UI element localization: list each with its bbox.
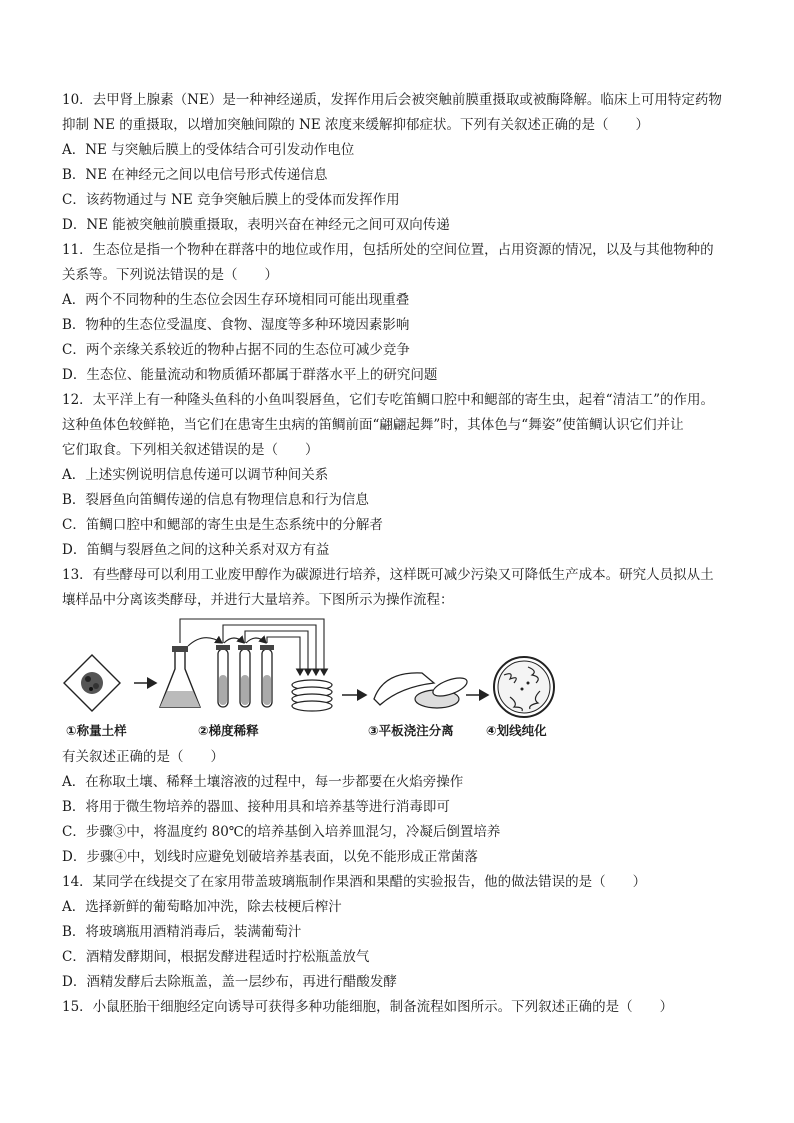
question-stem: 10．去甲肾上腺素（NE）是一种神经递质，发挥作用后会被突触前膜重摄取或被酶降解。临床上可用特定药物 (62, 92, 722, 108)
question-stem: 14．某同学在线提交了在家用带盖玻璃瓶制作果酒和果醋的实验报告，他的做法错误的是（ ） (62, 874, 647, 890)
option-a: A．在称取土壤、稀释土壤溶液的过程中，每一步都要在火焰旁操作 (62, 774, 464, 790)
question-14 (62, 870, 742, 995)
option-c: C．两个亲缘关系较近的物种占据不同的生态位可减少竞争 (62, 342, 410, 358)
option-d: D．步骤④中，划线时应避免划破培养基表面，以免不能形成正常菌落 (62, 849, 478, 865)
option-b: B．将用于微生物培养的器皿、接种用具和培养基等进行消毒即可 (62, 799, 450, 815)
option-a: A．上述实例说明信息传递可以调节种间关系 (62, 467, 329, 483)
question-stem: 11．生态位是指一个物种在群落中的地位或作用，包括所处的空间位置，占用资源的情况，以及与其他物种的 (62, 242, 714, 258)
question-stem: 它们取食。下列相关叙述错误的是（ ） (62, 442, 319, 458)
test-tube-icon (238, 645, 252, 707)
option-b: B．裂唇鱼向笛鲷传递的信息有物理信息和行为信息 (62, 492, 369, 508)
question-11 (62, 238, 742, 388)
option-a: A．NE 与突触后膜上的受体结合可引发动作电位 (62, 142, 355, 158)
question-stem: 有关叙述正确的是（ ） (62, 749, 224, 765)
option-c: C．酒精发酵期间，根据发酵进程适时拧松瓶盖放气 (62, 949, 370, 965)
option-d: D．酒精发酵后去除瓶盖，盖一层纱布，再进行醋酸发酵 (62, 974, 397, 990)
soil-sample-icon (64, 655, 120, 711)
step-4-caption: ④划线纯化 (486, 723, 547, 738)
pour-plate-icon (374, 673, 469, 708)
question-12 (62, 388, 742, 563)
option-c: C．笛鲷口腔中和鳃部的寄生虫是生态系统中的分解者 (62, 517, 383, 533)
step-3-caption: ③平板浇注分离 (368, 723, 454, 738)
step-1-caption: ①称量土样 (66, 723, 127, 738)
option-b: B．物种的生态位受温度、食物、湿度等多种环境因素影响 (62, 317, 410, 333)
question-stem: 关系等。下列说法错误的是（ ） (62, 267, 278, 283)
petri-dish-stack-icon (292, 680, 332, 711)
question-stem: 12．太平洋上有一种隆头鱼科的小鱼叫裂唇鱼，它们专吃笛鲷口腔中和鳃部的寄生虫，起着“清洁工”的作用。 (62, 392, 714, 408)
streak-plate-icon (494, 657, 554, 717)
erlenmeyer-flask-icon (160, 646, 200, 707)
option-d: D．NE 能被突触前膜重摄取，表明兴奋在神经元之间可双向传递 (62, 217, 450, 233)
option-c: C．步骤③中，将温度约 80℃的培养基倒入培养皿混匀，冷凝后倒置培养 (62, 824, 501, 840)
option-b: B．将玻璃瓶用酒精消毒后，装满葡萄汁 (62, 924, 302, 940)
yeast-isolation-flow-figure (62, 613, 562, 745)
option-b: B．NE 在神经元之间以电信号形式传递信息 (62, 167, 328, 183)
test-tube-icon (216, 645, 230, 707)
question-stem: 壤样品中分离该类酵母，并进行大量培养。下图所示为操作流程： (62, 592, 454, 608)
option-a: A．两个不同物种的生态位会因生存环境相同可能出现重叠 (62, 292, 410, 308)
option-d: D．笛鲷与裂唇鱼之间的这种关系对双方有益 (62, 542, 330, 558)
option-c: C．该药物通过与 NE 竞争突触后膜上的受体而发挥作用 (62, 192, 400, 208)
test-tube-icon (260, 645, 274, 707)
question-13 (62, 563, 742, 870)
exam-page (62, 88, 742, 1020)
question-stem: 这种鱼体色较鲜艳，当它们在患寄生虫病的笛鲷前面“翩翩起舞”时，其体色与“舞姿”使笛鲷认识它们并让 (62, 417, 684, 433)
question-15 (62, 995, 742, 1020)
option-a: A．选择新鲜的葡萄略加冲洗，除去枝梗后榨汁 (62, 899, 342, 915)
option-d: D．生态位、能量流动和物质循环都属于群落水平上的研究问题 (62, 367, 438, 383)
question-stem: 15．小鼠胚胎干细胞经定向诱导可获得多种功能细胞，制备流程如图所示。下列叙述正确的是（ ） (62, 999, 674, 1015)
question-stem: 抑制 NE 的重摄取，以增加突触间隙的 NE 浓度来缓解抑郁症状。下列有关叙述正确的是（ ） (62, 117, 649, 133)
step-2-caption: ②梯度稀释 (198, 723, 259, 738)
question-10 (62, 88, 742, 238)
question-stem: 13．有些酵母可以利用工业废甲醇作为碳源进行培养，这样既可减少污染又可降低生产成本。研究人员拟从土 (62, 567, 714, 583)
